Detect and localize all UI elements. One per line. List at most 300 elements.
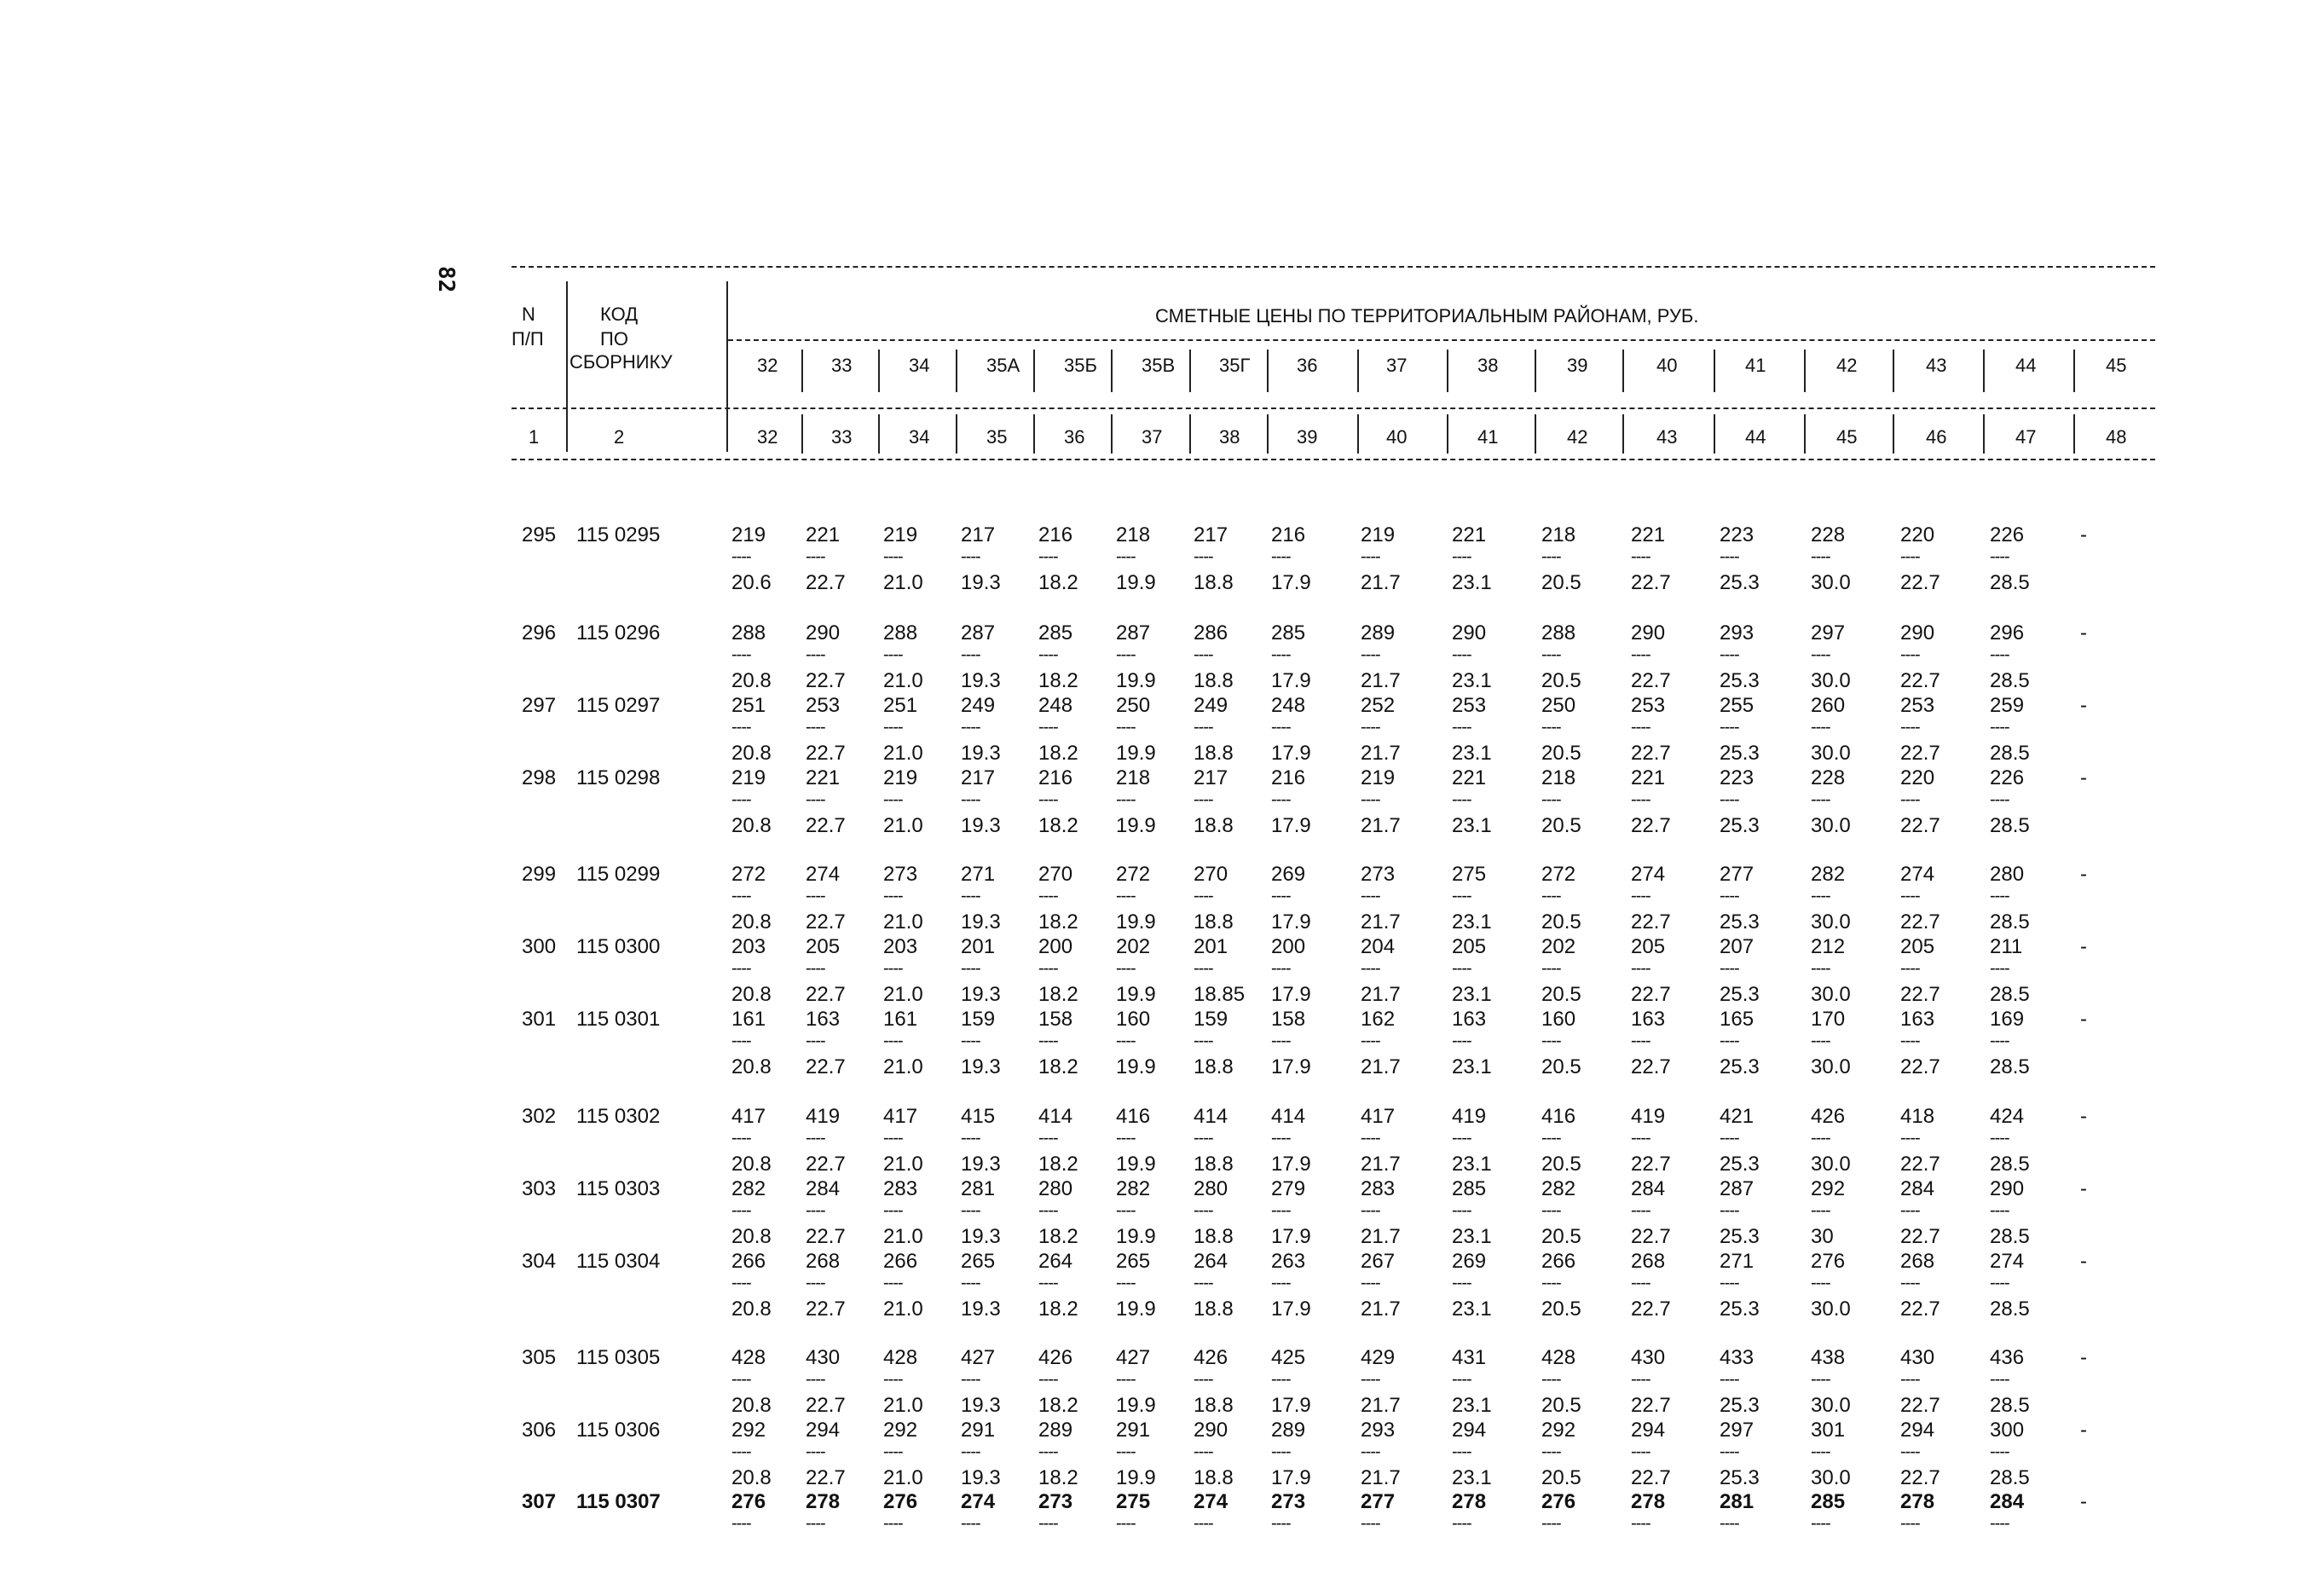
price-value: 270 bbox=[1194, 863, 1228, 886]
price-value: 211 bbox=[1990, 935, 2023, 958]
fraction-rule: ---- bbox=[731, 645, 751, 664]
district-header: 33 bbox=[831, 355, 853, 376]
price-value: 265 bbox=[1116, 1250, 1151, 1273]
fraction-rule: ---- bbox=[1194, 1201, 1213, 1220]
column-divider bbox=[1357, 414, 1359, 454]
coef-value: 20.5 bbox=[1541, 1394, 1581, 1417]
coef-value: 21.0 bbox=[883, 910, 923, 934]
price-value: 264 bbox=[1194, 1250, 1228, 1273]
fraction-rule: ---- bbox=[1541, 547, 1561, 566]
price-value: 205 bbox=[1631, 935, 1666, 958]
column-divider bbox=[878, 414, 880, 454]
fraction-rule: ---- bbox=[1720, 547, 1739, 566]
fraction-rule: ---- bbox=[1271, 1442, 1291, 1461]
price-value: 430 bbox=[1631, 1346, 1666, 1369]
coef-value: 23.1 bbox=[1452, 983, 1492, 1006]
price-value: 219 bbox=[731, 523, 766, 546]
coef-value: 19.9 bbox=[1116, 1298, 1156, 1321]
fraction-rule: ---- bbox=[806, 1274, 825, 1292]
fraction-rule: ---- bbox=[1990, 1201, 2009, 1220]
coef-value: 21.7 bbox=[1361, 1466, 1401, 1489]
fraction-rule: ---- bbox=[1900, 547, 1920, 566]
price-value: 426 bbox=[1038, 1346, 1073, 1369]
price-value: 419 bbox=[806, 1105, 841, 1128]
coef-value: 20.5 bbox=[1541, 669, 1581, 692]
coef-value: 19.9 bbox=[1116, 571, 1156, 594]
coef-value: 30.0 bbox=[1811, 1055, 1851, 1078]
fraction-rule: ---- bbox=[1116, 1370, 1136, 1389]
fraction-rule: ---- bbox=[1541, 1442, 1561, 1461]
col-code-header-1: КОД bbox=[600, 303, 639, 325]
coef-value: 18.8 bbox=[1194, 910, 1234, 934]
col-n-header-1: N bbox=[522, 303, 535, 325]
coef-value: 30 bbox=[1811, 1225, 1834, 1248]
price-value: 219 bbox=[883, 766, 918, 789]
fraction-rule: ---- bbox=[1452, 1129, 1471, 1147]
coef-value: 18.8 bbox=[1194, 1394, 1234, 1417]
row-code: 115 0306 bbox=[576, 1419, 661, 1442]
index-header: 34 bbox=[909, 426, 930, 448]
coef-value: 21.0 bbox=[883, 742, 923, 765]
price-value: 223 bbox=[1720, 766, 1755, 789]
fraction-rule: ---- bbox=[1811, 1370, 1830, 1389]
price-value: 251 bbox=[731, 694, 766, 717]
price-value: 212 bbox=[1811, 935, 1846, 958]
fraction-rule: ---- bbox=[1361, 790, 1380, 809]
price-value: 160 bbox=[1541, 1008, 1576, 1031]
coef-value: 22.7 bbox=[806, 814, 846, 837]
price-value: 417 bbox=[731, 1105, 766, 1128]
price-value: 415 bbox=[961, 1105, 996, 1128]
fraction-rule: ---- bbox=[806, 1370, 825, 1389]
fraction-rule: ---- bbox=[731, 1274, 751, 1292]
fraction-rule: ---- bbox=[1361, 1129, 1380, 1147]
last-col-dash: - bbox=[2080, 621, 2087, 644]
fraction-rule: ---- bbox=[1990, 790, 2009, 809]
district-header: 45 bbox=[2106, 355, 2127, 376]
fraction-rule: ---- bbox=[1720, 959, 1739, 978]
coef-value: 17.9 bbox=[1271, 742, 1311, 765]
price-value: 248 bbox=[1271, 694, 1306, 717]
last-col-dash: - bbox=[2080, 1346, 2087, 1369]
coef-value: 20.8 bbox=[731, 1055, 772, 1078]
coef-value: 21.0 bbox=[883, 1153, 923, 1176]
coef-value: 22.7 bbox=[1631, 1466, 1671, 1489]
fraction-rule: ---- bbox=[806, 887, 825, 905]
price-value: 294 bbox=[1452, 1419, 1487, 1442]
column-divider bbox=[1267, 350, 1269, 392]
fraction-rule: ---- bbox=[806, 547, 825, 566]
last-col-dash: - bbox=[2080, 766, 2087, 789]
price-value: 438 bbox=[1811, 1346, 1846, 1369]
district-header: 35В bbox=[1142, 355, 1176, 376]
price-value: 263 bbox=[1271, 1250, 1306, 1273]
fraction-rule: ---- bbox=[1811, 1514, 1830, 1533]
coef-value: 17.9 bbox=[1271, 983, 1311, 1006]
index-header: 46 bbox=[1926, 426, 1947, 448]
fraction-rule: ---- bbox=[1038, 1514, 1058, 1533]
coef-value: 22.7 bbox=[1631, 1225, 1671, 1248]
coef-value: 22.7 bbox=[1900, 1394, 1940, 1417]
fraction-rule: ---- bbox=[1038, 718, 1058, 737]
fraction-rule: ---- bbox=[1720, 718, 1739, 737]
price-value: 161 bbox=[731, 1008, 766, 1031]
coef-value: 17.9 bbox=[1271, 1298, 1311, 1321]
last-col-dash: - bbox=[2080, 935, 2087, 958]
price-value: 284 bbox=[1631, 1177, 1666, 1200]
fraction-rule: ---- bbox=[806, 1514, 825, 1533]
fraction-rule: ---- bbox=[1900, 1129, 1920, 1147]
coef-value: 20.5 bbox=[1541, 1153, 1581, 1176]
coef-value: 18.8 bbox=[1194, 1225, 1234, 1248]
coef-value: 28.5 bbox=[1990, 910, 2030, 934]
coef-value: 25.3 bbox=[1720, 669, 1760, 692]
row-code: 115 0305 bbox=[576, 1346, 661, 1369]
coef-value: 20.5 bbox=[1541, 1055, 1581, 1078]
price-value: 429 bbox=[1361, 1346, 1396, 1369]
coef-value: 19.3 bbox=[961, 1298, 1001, 1321]
fraction-rule: ---- bbox=[1194, 1442, 1213, 1461]
fraction-rule: ---- bbox=[1990, 1129, 2009, 1147]
fraction-rule: ---- bbox=[1361, 959, 1380, 978]
coef-value: 25.3 bbox=[1720, 1153, 1760, 1176]
fraction-rule: ---- bbox=[731, 790, 751, 809]
coef-value: 19.9 bbox=[1116, 742, 1156, 765]
price-value: 218 bbox=[1116, 523, 1151, 546]
price-value: 218 bbox=[1116, 766, 1151, 789]
price-value: 221 bbox=[806, 766, 841, 789]
fraction-rule: ---- bbox=[1194, 1370, 1213, 1389]
fraction-rule: ---- bbox=[1811, 1442, 1830, 1461]
price-value: 292 bbox=[883, 1419, 918, 1442]
fraction-rule: ---- bbox=[1038, 1201, 1058, 1220]
price-value: 276 bbox=[883, 1490, 918, 1513]
fraction-rule: ---- bbox=[961, 959, 980, 978]
price-value: 219 bbox=[731, 766, 766, 789]
price-value: 282 bbox=[731, 1177, 766, 1200]
fraction-rule: ---- bbox=[883, 790, 903, 809]
coef-value: 30.0 bbox=[1811, 910, 1851, 934]
price-value: 253 bbox=[806, 694, 841, 717]
price-value: 297 bbox=[1720, 1419, 1755, 1442]
coef-value: 28.5 bbox=[1990, 742, 2030, 765]
coef-value: 19.9 bbox=[1116, 1055, 1156, 1078]
price-value: 296 bbox=[1990, 621, 2025, 644]
fraction-rule: ---- bbox=[1720, 1201, 1739, 1220]
price-value: 274 bbox=[806, 863, 841, 886]
coef-value: 19.3 bbox=[961, 571, 1001, 594]
last-col-dash: - bbox=[2080, 694, 2087, 717]
index-col-1: 1 bbox=[529, 426, 540, 448]
coef-value: 21.0 bbox=[883, 669, 923, 692]
coef-value: 22.7 bbox=[1900, 742, 1940, 765]
coef-value: 21.7 bbox=[1361, 669, 1401, 692]
price-value: 218 bbox=[1541, 766, 1576, 789]
fraction-rule: ---- bbox=[961, 718, 980, 737]
price-value: 416 bbox=[1541, 1105, 1576, 1128]
fraction-rule: ---- bbox=[1452, 887, 1471, 905]
price-value: 291 bbox=[1116, 1419, 1151, 1442]
row-code: 115 0296 bbox=[576, 621, 661, 644]
district-header: 36 bbox=[1297, 355, 1318, 376]
fraction-rule: ---- bbox=[1194, 718, 1213, 737]
coef-value: 23.1 bbox=[1452, 1394, 1492, 1417]
district-header: 32 bbox=[757, 355, 778, 376]
price-value: 414 bbox=[1194, 1105, 1228, 1128]
price-value: 284 bbox=[806, 1177, 841, 1200]
price-value: 281 bbox=[961, 1177, 996, 1200]
coef-value: 22.7 bbox=[806, 669, 846, 692]
coef-value: 23.1 bbox=[1452, 1298, 1492, 1321]
price-value: 264 bbox=[1038, 1250, 1073, 1273]
coef-value: 23.1 bbox=[1452, 910, 1492, 934]
coef-value: 18.8 bbox=[1194, 571, 1234, 594]
fraction-rule: ---- bbox=[883, 1274, 903, 1292]
fraction-rule: ---- bbox=[731, 959, 751, 978]
price-value: 277 bbox=[1361, 1490, 1396, 1513]
price-value: 268 bbox=[806, 1250, 841, 1273]
fraction-rule: ---- bbox=[1116, 1032, 1136, 1050]
row-code: 115 0304 bbox=[576, 1250, 661, 1273]
price-value: 266 bbox=[883, 1250, 918, 1273]
page-number: 82 bbox=[433, 266, 459, 293]
fraction-rule: ---- bbox=[961, 790, 980, 809]
coef-value: 17.9 bbox=[1271, 910, 1311, 934]
fraction-rule: ---- bbox=[1271, 959, 1291, 978]
fraction-rule: ---- bbox=[1271, 790, 1291, 809]
fraction-rule: ---- bbox=[1720, 887, 1739, 905]
fraction-rule: ---- bbox=[1194, 547, 1213, 566]
price-value: 202 bbox=[1541, 935, 1576, 958]
fraction-rule: ---- bbox=[883, 1370, 903, 1389]
fraction-rule: ---- bbox=[1116, 790, 1136, 809]
price-value: 265 bbox=[961, 1250, 996, 1273]
fraction-rule: ---- bbox=[1271, 1274, 1291, 1292]
fraction-rule: ---- bbox=[1361, 1514, 1380, 1533]
coef-value: 25.3 bbox=[1720, 814, 1760, 837]
coef-value: 22.7 bbox=[806, 1225, 846, 1248]
coef-value: 19.9 bbox=[1116, 1394, 1156, 1417]
fraction-rule: ---- bbox=[1361, 1274, 1380, 1292]
price-value: 428 bbox=[1541, 1346, 1576, 1369]
coef-value: 19.9 bbox=[1116, 1225, 1156, 1248]
price-value: 424 bbox=[1990, 1105, 2025, 1128]
row-number: 305 bbox=[522, 1346, 557, 1369]
fraction-rule: ---- bbox=[1116, 645, 1136, 664]
price-value: 288 bbox=[1541, 621, 1576, 644]
fraction-rule: ---- bbox=[1194, 645, 1213, 664]
coef-value: 20.8 bbox=[731, 910, 772, 934]
coef-value: 28.5 bbox=[1990, 1466, 2030, 1489]
price-value: 273 bbox=[1361, 863, 1396, 886]
price-value: 419 bbox=[1631, 1105, 1666, 1128]
price-value: 219 bbox=[1361, 766, 1396, 789]
coef-value: 19.9 bbox=[1116, 983, 1156, 1006]
fraction-rule: ---- bbox=[1631, 547, 1651, 566]
coef-value: 20.8 bbox=[731, 742, 772, 765]
coef-value: 18.8 bbox=[1194, 814, 1234, 837]
fraction-rule: ---- bbox=[1116, 1201, 1136, 1220]
fraction-rule: ---- bbox=[1900, 1514, 1920, 1533]
column-divider bbox=[1893, 350, 1894, 392]
fraction-rule: ---- bbox=[731, 718, 751, 737]
price-value: 287 bbox=[961, 621, 996, 644]
fraction-rule: ---- bbox=[961, 547, 980, 566]
fraction-rule: ---- bbox=[1194, 959, 1213, 978]
row-number: 302 bbox=[522, 1105, 557, 1128]
price-value: 280 bbox=[1990, 863, 2025, 886]
price-value: 274 bbox=[1990, 1250, 2025, 1273]
coef-value: 19.3 bbox=[961, 1466, 1001, 1489]
fraction-rule: ---- bbox=[1631, 1129, 1651, 1147]
price-value: 414 bbox=[1271, 1105, 1306, 1128]
price-value: 297 bbox=[1811, 621, 1846, 644]
coef-value: 21.0 bbox=[883, 983, 923, 1006]
column-divider bbox=[1535, 350, 1536, 392]
fraction-rule: ---- bbox=[1271, 718, 1291, 737]
price-value: 301 bbox=[1811, 1419, 1846, 1442]
price-value: 419 bbox=[1452, 1105, 1487, 1128]
district-header: 35Б bbox=[1064, 355, 1097, 376]
fraction-rule: ---- bbox=[806, 1032, 825, 1050]
column-divider bbox=[801, 350, 803, 392]
fraction-rule: ---- bbox=[1720, 1032, 1739, 1050]
fraction-rule: ---- bbox=[1811, 1274, 1830, 1292]
fraction-rule: ---- bbox=[806, 1201, 825, 1220]
price-value: 286 bbox=[1194, 621, 1228, 644]
price-value: 287 bbox=[1116, 621, 1151, 644]
price-value: 285 bbox=[1038, 621, 1073, 644]
price-value: 417 bbox=[1361, 1105, 1396, 1128]
coef-value: 20.8 bbox=[731, 1298, 772, 1321]
price-value: 292 bbox=[1541, 1419, 1576, 1442]
price-value: 418 bbox=[1900, 1105, 1935, 1128]
row-code: 115 0295 bbox=[576, 523, 661, 546]
price-value: 268 bbox=[1631, 1250, 1666, 1273]
fraction-rule: ---- bbox=[1361, 887, 1380, 905]
coef-value: 17.9 bbox=[1271, 1153, 1311, 1176]
price-value: 281 bbox=[1720, 1490, 1755, 1513]
price-value: 226 bbox=[1990, 766, 2025, 789]
price-value: 160 bbox=[1116, 1008, 1151, 1031]
price-value: 249 bbox=[961, 694, 996, 717]
fraction-rule: ---- bbox=[1452, 1370, 1471, 1389]
coef-value: 18.2 bbox=[1038, 1298, 1078, 1321]
fraction-rule: ---- bbox=[1541, 645, 1561, 664]
fraction-rule: ---- bbox=[1990, 718, 2009, 737]
coef-value: 28.5 bbox=[1990, 1055, 2030, 1078]
fraction-rule: ---- bbox=[1990, 645, 2009, 664]
fraction-rule: ---- bbox=[1631, 790, 1651, 809]
coef-value: 20.8 bbox=[731, 1466, 772, 1489]
price-value: 272 bbox=[731, 863, 766, 886]
fraction-rule: ---- bbox=[883, 1032, 903, 1050]
price-value: 285 bbox=[1271, 621, 1306, 644]
price-value: 216 bbox=[1038, 523, 1073, 546]
fraction-rule: ---- bbox=[1990, 547, 2009, 566]
fraction-rule: ---- bbox=[1811, 1129, 1830, 1147]
fraction-rule: ---- bbox=[1720, 1129, 1739, 1147]
fraction-rule: ---- bbox=[1116, 547, 1136, 566]
fraction-rule: ---- bbox=[961, 1442, 980, 1461]
column-divider bbox=[1267, 414, 1269, 454]
coef-value: 22.7 bbox=[1900, 1225, 1940, 1248]
price-value: 163 bbox=[1900, 1008, 1935, 1031]
column-divider bbox=[1714, 350, 1715, 392]
district-header: 35Г bbox=[1219, 355, 1251, 376]
price-value: 218 bbox=[1541, 523, 1576, 546]
last-col-dash: - bbox=[2080, 863, 2087, 886]
coef-value: 22.7 bbox=[1900, 1055, 1940, 1078]
price-value: 269 bbox=[1271, 863, 1306, 886]
price-value: 285 bbox=[1811, 1490, 1846, 1513]
coef-value: 19.9 bbox=[1116, 1466, 1156, 1489]
column-divider bbox=[1804, 350, 1806, 392]
fraction-rule: ---- bbox=[1541, 1514, 1561, 1533]
fraction-rule: ---- bbox=[1990, 959, 2009, 978]
coef-value: 28.5 bbox=[1990, 1394, 2030, 1417]
coef-value: 22.7 bbox=[806, 910, 846, 934]
coef-value: 18.2 bbox=[1038, 742, 1078, 765]
coef-value: 19.9 bbox=[1116, 669, 1156, 692]
price-value: 205 bbox=[1900, 935, 1935, 958]
row-code: 115 0297 bbox=[576, 694, 661, 717]
price-value: 271 bbox=[1720, 1250, 1755, 1273]
fraction-rule: ---- bbox=[1900, 718, 1920, 737]
coef-value: 18.2 bbox=[1038, 1394, 1078, 1417]
price-value: 279 bbox=[1271, 1177, 1306, 1200]
price-value: 266 bbox=[1541, 1250, 1576, 1273]
price-value: 290 bbox=[806, 621, 841, 644]
district-header: 41 bbox=[1745, 355, 1766, 376]
column-divider bbox=[2073, 414, 2075, 454]
coef-value: 23.1 bbox=[1452, 669, 1492, 692]
coef-value: 18.2 bbox=[1038, 1466, 1078, 1489]
coef-value: 25.3 bbox=[1720, 1394, 1760, 1417]
fraction-rule: ---- bbox=[1720, 645, 1739, 664]
fraction-rule: ---- bbox=[961, 887, 980, 905]
column-divider bbox=[1447, 350, 1448, 392]
price-value: 287 bbox=[1720, 1177, 1755, 1200]
fraction-rule: ---- bbox=[1631, 1370, 1651, 1389]
column-divider bbox=[956, 414, 957, 454]
district-header: 39 bbox=[1567, 355, 1588, 376]
price-value: 267 bbox=[1361, 1250, 1396, 1273]
coef-value: 22.7 bbox=[1631, 742, 1671, 765]
header-bottom-rule bbox=[512, 459, 2155, 460]
row-number: 301 bbox=[522, 1008, 557, 1031]
price-value: 217 bbox=[1194, 523, 1228, 546]
price-value: 290 bbox=[1900, 621, 1935, 644]
district-header: 44 bbox=[2015, 355, 2037, 376]
row-code: 115 0301 bbox=[576, 1008, 661, 1031]
column-divider bbox=[1111, 414, 1113, 454]
price-value: 293 bbox=[1361, 1419, 1396, 1442]
fraction-rule: ---- bbox=[1541, 718, 1561, 737]
coef-value: 21.7 bbox=[1361, 1055, 1401, 1078]
price-value: 292 bbox=[731, 1419, 766, 1442]
price-value: 289 bbox=[1271, 1419, 1306, 1442]
coef-value: 28.5 bbox=[1990, 814, 2030, 837]
row-number: 298 bbox=[522, 766, 557, 789]
price-value: 226 bbox=[1990, 523, 2025, 546]
fraction-rule: ---- bbox=[1361, 1032, 1380, 1050]
column-divider bbox=[1033, 414, 1035, 454]
price-value: 282 bbox=[1811, 863, 1846, 886]
price-value: 300 bbox=[1990, 1419, 2025, 1442]
coef-value: 18.8 bbox=[1194, 1298, 1234, 1321]
price-value: 217 bbox=[961, 766, 996, 789]
